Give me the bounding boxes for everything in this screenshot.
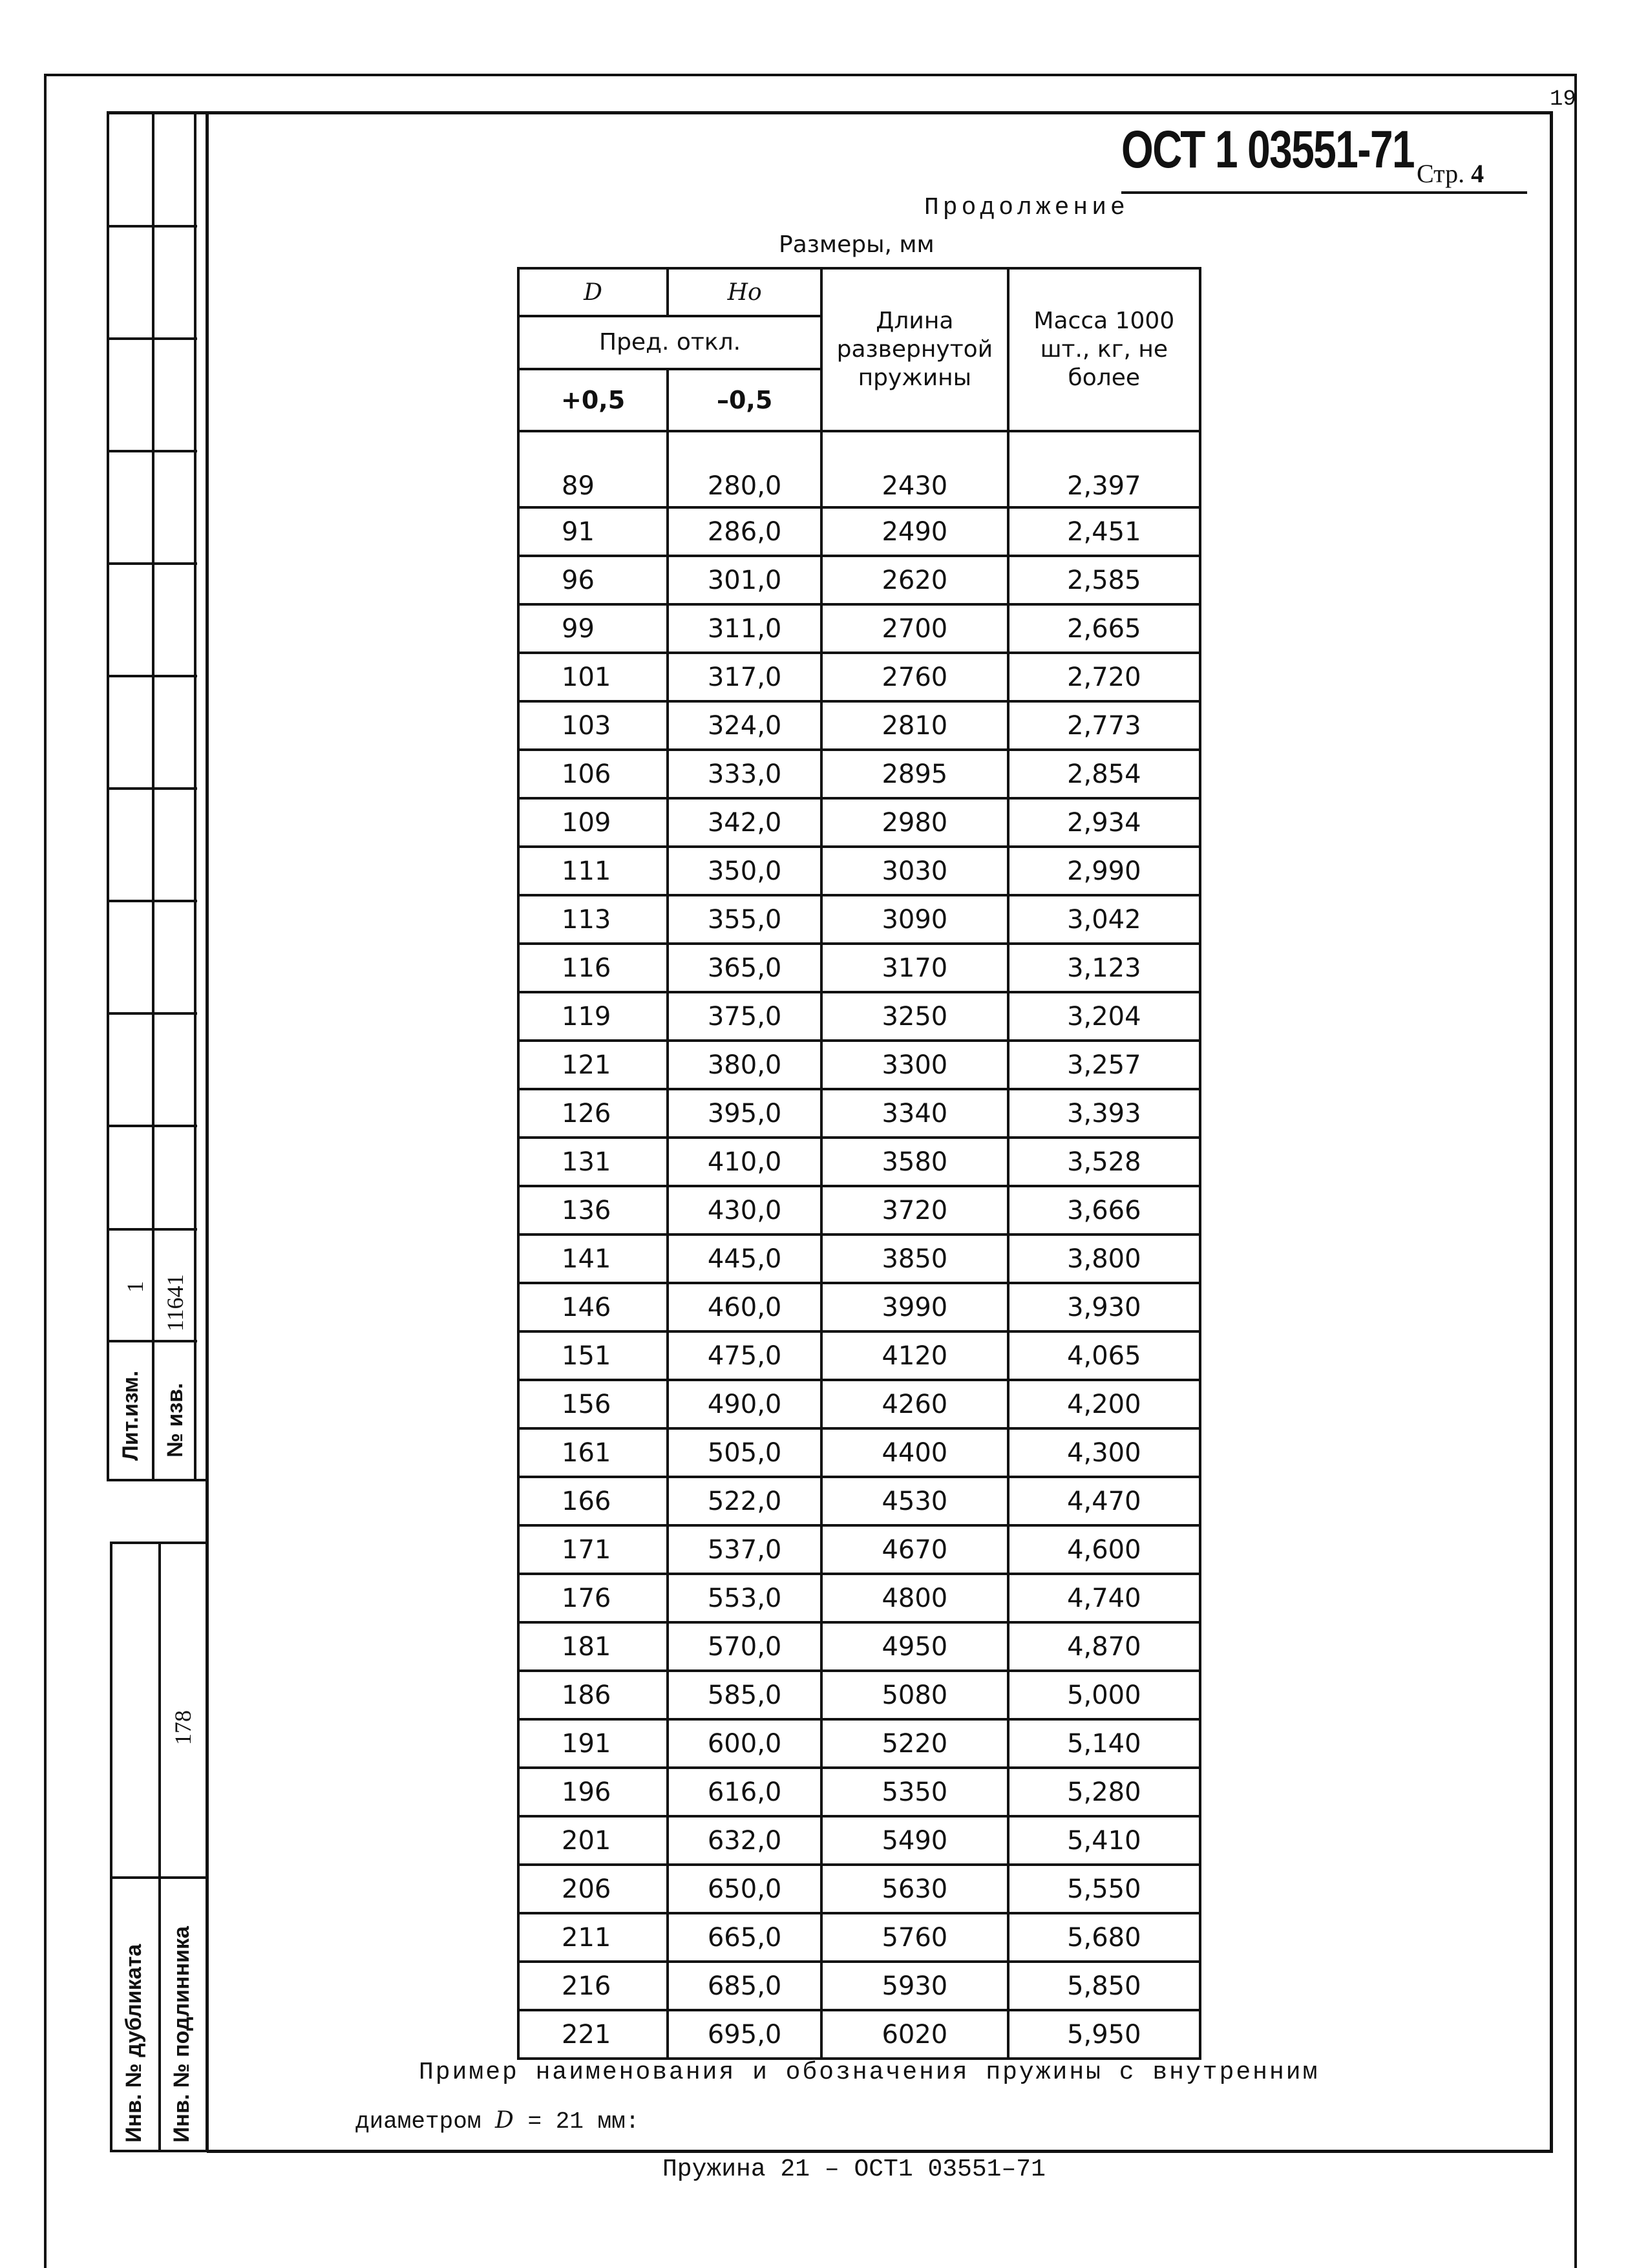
cell-length: 4400 bbox=[821, 1428, 1008, 1477]
cell-length: 3720 bbox=[821, 1186, 1008, 1235]
page-number: 19 bbox=[1550, 87, 1576, 112]
col-mass-header: Масса 1000 шт., кг, не более bbox=[1008, 268, 1200, 431]
cell-mass: 2,990 bbox=[1008, 847, 1200, 895]
lit-izm-label: Лит.изм. bbox=[118, 1370, 143, 1461]
cell-length: 2810 bbox=[821, 701, 1008, 750]
cell-h: 650,0 bbox=[668, 1865, 821, 1913]
table-row bbox=[518, 895, 1200, 944]
table-row bbox=[518, 1768, 1200, 1816]
cell-h: 616,0 bbox=[668, 1768, 821, 1816]
cell-mass: 2,665 bbox=[1008, 604, 1200, 653]
cell-h: 286,0 bbox=[668, 507, 821, 556]
cell-h: 280,0 bbox=[668, 431, 821, 507]
cell-mass: 5,410 bbox=[1008, 1816, 1200, 1865]
cell-length: 5930 bbox=[821, 1962, 1008, 2010]
cell-mass: 5,680 bbox=[1008, 1913, 1200, 1962]
cell-length: 4260 bbox=[821, 1380, 1008, 1428]
cell-d: 186 bbox=[518, 1671, 668, 1719]
table-row bbox=[518, 1962, 1200, 2010]
cell-d: 181 bbox=[518, 1622, 668, 1671]
cell-d: 126 bbox=[518, 1089, 668, 1138]
cell-h: 365,0 bbox=[668, 944, 821, 992]
strip-rung bbox=[107, 450, 197, 452]
cell-h: 585,0 bbox=[668, 1671, 821, 1719]
cell-length: 3090 bbox=[821, 895, 1008, 944]
cell-length: 3250 bbox=[821, 992, 1008, 1041]
cell-mass: 3,123 bbox=[1008, 944, 1200, 992]
table-row bbox=[518, 653, 1200, 701]
cell-mass: 5,000 bbox=[1008, 1671, 1200, 1719]
cell-h: 522,0 bbox=[668, 1477, 821, 1525]
table-row bbox=[518, 1331, 1200, 1380]
cell-mass: 4,870 bbox=[1008, 1622, 1200, 1671]
cell-d: 106 bbox=[518, 750, 668, 798]
cell-mass: 5,140 bbox=[1008, 1719, 1200, 1768]
table-row bbox=[518, 1235, 1200, 1283]
table-row bbox=[518, 2010, 1200, 2059]
cell-h: 665,0 bbox=[668, 1913, 821, 1962]
cell-length: 3990 bbox=[821, 1283, 1008, 1331]
strip-rung bbox=[107, 1228, 197, 1231]
cell-mass: 3,666 bbox=[1008, 1186, 1200, 1235]
cell-mass: 4,300 bbox=[1008, 1428, 1200, 1477]
cell-h: 311,0 bbox=[668, 604, 821, 653]
table-row bbox=[518, 1283, 1200, 1331]
lower-strip-rung bbox=[110, 1876, 207, 1879]
cell-length: 4950 bbox=[821, 1622, 1008, 1671]
no-izv-value: 11641 bbox=[162, 1274, 188, 1331]
tolerance-header: Пред. откл. bbox=[518, 316, 821, 369]
table-row bbox=[518, 1719, 1200, 1768]
cell-length: 4530 bbox=[821, 1477, 1008, 1525]
lower-strip-line-a bbox=[110, 1542, 112, 2152]
cell-d: 196 bbox=[518, 1768, 668, 1816]
cell-h: 395,0 bbox=[668, 1089, 821, 1138]
units-label: Размеры, мм bbox=[779, 231, 935, 258]
page-border-right bbox=[1574, 74, 1577, 2268]
example-symbol: D bbox=[495, 2107, 514, 2134]
col-h-header: Ho bbox=[668, 268, 821, 316]
inv-dubl-label: Инв. № дубликата bbox=[121, 1944, 146, 2143]
strip-line-b bbox=[152, 111, 154, 1481]
cell-length: 5220 bbox=[821, 1719, 1008, 1768]
cell-mass: 5,950 bbox=[1008, 2010, 1200, 2059]
table-row bbox=[518, 1671, 1200, 1719]
cell-h: 553,0 bbox=[668, 1574, 821, 1622]
cell-length: 4670 bbox=[821, 1525, 1008, 1574]
table-row bbox=[518, 1816, 1200, 1865]
table-row bbox=[518, 798, 1200, 847]
cell-mass: 4,600 bbox=[1008, 1525, 1200, 1574]
cell-h: 460,0 bbox=[668, 1283, 821, 1331]
cell-h: 342,0 bbox=[668, 798, 821, 847]
cell-length: 2895 bbox=[821, 750, 1008, 798]
cell-h: 475,0 bbox=[668, 1331, 821, 1380]
cell-d: 116 bbox=[518, 944, 668, 992]
cell-h: 445,0 bbox=[668, 1235, 821, 1283]
cell-length: 4120 bbox=[821, 1331, 1008, 1380]
cell-length: 6020 bbox=[821, 2010, 1008, 2059]
table-row bbox=[518, 556, 1200, 604]
cell-h: 350,0 bbox=[668, 847, 821, 895]
cell-d: 131 bbox=[518, 1138, 668, 1186]
cell-length: 3340 bbox=[821, 1089, 1008, 1138]
cell-h: 632,0 bbox=[668, 1816, 821, 1865]
cell-d: 91 bbox=[518, 507, 668, 556]
cell-h: 410,0 bbox=[668, 1138, 821, 1186]
cell-mass: 4,740 bbox=[1008, 1574, 1200, 1622]
continuation-label: Продолжение bbox=[924, 194, 1129, 222]
cell-h: 695,0 bbox=[668, 2010, 821, 2059]
inv-podl-label: Инв. № подлинника bbox=[169, 1926, 194, 2143]
strip-rung bbox=[107, 337, 197, 340]
cell-length: 5490 bbox=[821, 1816, 1008, 1865]
cell-h: 317,0 bbox=[668, 653, 821, 701]
strip-rung bbox=[107, 1340, 197, 1342]
table-row bbox=[518, 1380, 1200, 1428]
cell-mass: 5,550 bbox=[1008, 1865, 1200, 1913]
cell-d: 161 bbox=[518, 1428, 668, 1477]
frame-left bbox=[206, 111, 209, 2152]
cell-h: 537,0 bbox=[668, 1525, 821, 1574]
cell-d: 151 bbox=[518, 1331, 668, 1380]
cell-d: 99 bbox=[518, 604, 668, 653]
table-row bbox=[518, 847, 1200, 895]
cell-d: 103 bbox=[518, 701, 668, 750]
cell-length: 5080 bbox=[821, 1671, 1008, 1719]
table-row bbox=[518, 431, 1200, 507]
lower-strip-line-b bbox=[158, 1542, 161, 2152]
strip-line-c bbox=[194, 111, 196, 1481]
cell-d: 141 bbox=[518, 1235, 668, 1283]
cell-h: 600,0 bbox=[668, 1719, 821, 1768]
cell-length: 5630 bbox=[821, 1865, 1008, 1913]
cell-mass: 3,393 bbox=[1008, 1089, 1200, 1138]
example-line-2 bbox=[355, 2107, 639, 2135]
inv-podl-value: 178 bbox=[170, 1710, 196, 1745]
cell-mass: 5,850 bbox=[1008, 1962, 1200, 2010]
cell-h: 380,0 bbox=[668, 1041, 821, 1089]
cell-d: 171 bbox=[518, 1525, 668, 1574]
page-label: Стр. bbox=[1417, 159, 1465, 188]
frame-right bbox=[1550, 111, 1553, 2152]
cell-mass: 2,451 bbox=[1008, 507, 1200, 556]
cell-length: 3300 bbox=[821, 1041, 1008, 1089]
document-page bbox=[1417, 158, 1484, 189]
cell-d: 146 bbox=[518, 1283, 668, 1331]
cell-mass: 3,930 bbox=[1008, 1283, 1200, 1331]
cell-length: 2430 bbox=[821, 431, 1008, 507]
strip-rung bbox=[107, 562, 197, 565]
table-row bbox=[518, 1574, 1200, 1622]
cell-length: 5760 bbox=[821, 1913, 1008, 1962]
cell-mass: 5,280 bbox=[1008, 1768, 1200, 1816]
strip-rung bbox=[107, 225, 197, 228]
cell-length: 2620 bbox=[821, 556, 1008, 604]
strip-rung bbox=[107, 675, 197, 677]
document-code: ОСТ 1 03551-71 bbox=[1121, 120, 1414, 179]
strip-rung bbox=[107, 1012, 197, 1015]
cell-mass: 2,773 bbox=[1008, 701, 1200, 750]
table-row bbox=[518, 604, 1200, 653]
tol-d-value: +0,5 bbox=[518, 369, 668, 431]
cell-length: 3170 bbox=[821, 944, 1008, 992]
table-row bbox=[518, 944, 1200, 992]
table-row bbox=[518, 1186, 1200, 1235]
cell-d: 136 bbox=[518, 1186, 668, 1235]
frame-top bbox=[107, 111, 1553, 114]
cell-h: 685,0 bbox=[668, 1962, 821, 2010]
cell-h: 430,0 bbox=[668, 1186, 821, 1235]
cell-length: 3850 bbox=[821, 1235, 1008, 1283]
cell-h: 324,0 bbox=[668, 701, 821, 750]
no-izv-label: № изв. bbox=[163, 1383, 187, 1457]
table-row bbox=[518, 1428, 1200, 1477]
cell-h: 490,0 bbox=[668, 1380, 821, 1428]
cell-d: 201 bbox=[518, 1816, 668, 1865]
cell-mass: 2,854 bbox=[1008, 750, 1200, 798]
cell-mass: 3,800 bbox=[1008, 1235, 1200, 1283]
cell-h: 301,0 bbox=[668, 556, 821, 604]
cell-h: 375,0 bbox=[668, 992, 821, 1041]
cell-d: 156 bbox=[518, 1380, 668, 1428]
lower-strip-bottom bbox=[110, 2150, 207, 2152]
table-row bbox=[518, 701, 1200, 750]
cell-mass: 4,065 bbox=[1008, 1331, 1200, 1380]
table-row bbox=[518, 507, 1200, 556]
cell-mass: 3,204 bbox=[1008, 992, 1200, 1041]
table-row bbox=[518, 992, 1200, 1041]
strip-rung bbox=[107, 900, 197, 902]
table-row bbox=[518, 1865, 1200, 1913]
cell-length: 4800 bbox=[821, 1574, 1008, 1622]
cell-length: 2700 bbox=[821, 604, 1008, 653]
cell-length: 2760 bbox=[821, 653, 1008, 701]
cell-length: 2490 bbox=[821, 507, 1008, 556]
strip-line-a bbox=[107, 111, 109, 1481]
strip-bottom bbox=[107, 1479, 208, 1481]
cell-length: 3030 bbox=[821, 847, 1008, 895]
cell-d: 111 bbox=[518, 847, 668, 895]
cell-length: 2980 bbox=[821, 798, 1008, 847]
table-row bbox=[518, 1622, 1200, 1671]
cell-mass: 2,720 bbox=[1008, 653, 1200, 701]
cell-d: 206 bbox=[518, 1865, 668, 1913]
cell-mass: 3,528 bbox=[1008, 1138, 1200, 1186]
cell-d: 216 bbox=[518, 1962, 668, 2010]
spring-dimensions-table bbox=[517, 267, 1201, 2060]
cell-mass: 2,585 bbox=[1008, 556, 1200, 604]
page-border-top bbox=[44, 74, 1577, 76]
example-line-1: Пример наименования и обозначения пружины с внутренним bbox=[419, 2059, 1320, 2086]
cell-d: 221 bbox=[518, 2010, 668, 2059]
table-row bbox=[518, 1041, 1200, 1089]
cell-h: 570,0 bbox=[668, 1622, 821, 1671]
table-row bbox=[518, 1089, 1200, 1138]
cell-mass: 2,934 bbox=[1008, 798, 1200, 847]
cell-d: 176 bbox=[518, 1574, 668, 1622]
cell-length: 3580 bbox=[821, 1138, 1008, 1186]
cell-mass: 3,042 bbox=[1008, 895, 1200, 944]
cell-h: 505,0 bbox=[668, 1428, 821, 1477]
col-d-header: D bbox=[518, 268, 668, 316]
cell-mass: 4,200 bbox=[1008, 1380, 1200, 1428]
cell-length: 5350 bbox=[821, 1768, 1008, 1816]
cell-d: 121 bbox=[518, 1041, 668, 1089]
cell-h: 333,0 bbox=[668, 750, 821, 798]
cell-d: 96 bbox=[518, 556, 668, 604]
table-body bbox=[518, 431, 1200, 2059]
example-designation: Пружина 21 – ОСТ1 03551–71 bbox=[662, 2156, 1046, 2183]
strip-rung bbox=[107, 1125, 197, 1127]
table-row bbox=[518, 750, 1200, 798]
cell-mass: 4,470 bbox=[1008, 1477, 1200, 1525]
tol-h-value: –0,5 bbox=[668, 369, 821, 431]
table-row bbox=[518, 1525, 1200, 1574]
cell-mass: 2,397 bbox=[1008, 431, 1200, 507]
example-suffix: = 21 мм: bbox=[527, 2108, 640, 2135]
frame-bottom bbox=[207, 2150, 1553, 2153]
cell-d: 166 bbox=[518, 1477, 668, 1525]
lit-izm-value: 1 bbox=[122, 1281, 148, 1293]
cell-d: 89 bbox=[518, 431, 668, 507]
cell-d: 191 bbox=[518, 1719, 668, 1768]
cell-h: 355,0 bbox=[668, 895, 821, 944]
cell-d: 109 bbox=[518, 798, 668, 847]
cell-d: 113 bbox=[518, 895, 668, 944]
cell-mass: 3,257 bbox=[1008, 1041, 1200, 1089]
strip-rung bbox=[107, 787, 197, 790]
table-row bbox=[518, 1913, 1200, 1962]
doc-code-underline bbox=[1121, 191, 1527, 194]
cell-d: 101 bbox=[518, 653, 668, 701]
cell-d: 119 bbox=[518, 992, 668, 1041]
table-row bbox=[518, 1138, 1200, 1186]
col-length-header: Длина развернутой пружины bbox=[821, 268, 1008, 431]
table-row bbox=[518, 1477, 1200, 1525]
example-prefix: диаметром bbox=[355, 2108, 481, 2135]
page-value: 4 bbox=[1471, 159, 1484, 188]
cell-d: 211 bbox=[518, 1913, 668, 1962]
page-border-left bbox=[44, 74, 47, 2268]
